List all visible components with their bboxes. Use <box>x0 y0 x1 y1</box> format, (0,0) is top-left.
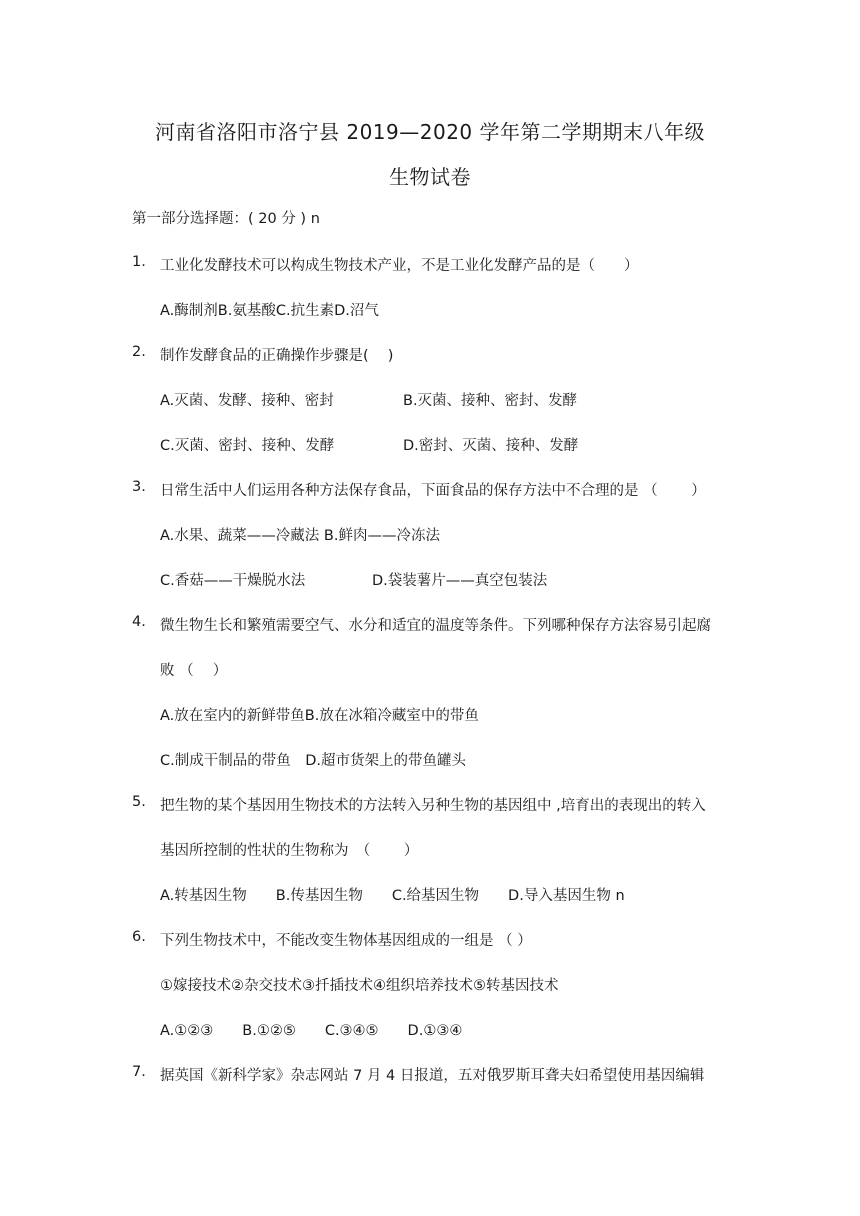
option-c: C.灭菌、密封、接种、发酵 <box>160 438 335 454</box>
question-stem-continued: 基因所控制的性状的生物称为 （ ） <box>160 843 419 859</box>
question-stem: 据英国《新科学家》杂志网站 7 月 4 日报道，五对俄罗斯耳聋夫妇希望使用基因编辑 <box>160 1068 705 1084</box>
option-b: B.灭菌、接种、密封、发酵 <box>403 393 578 409</box>
question-stem: 制作发酵食品的正确操作步骤是( ) <box>160 348 394 364</box>
option-d: D.袋装薯片——真空包装法 <box>372 573 548 589</box>
option-ab: A.放在室内的新鲜带鱼B.放在冰箱冷藏室中的带鱼 <box>160 708 479 724</box>
question-stem: 下列生物技术中，不能改变生物体基因组成的一组是 （ ） <box>160 933 532 949</box>
question-stem: 把生物的某个基因用生物技术的方法转入另种生物的基因组中 ,培育出的表现出的转入 <box>160 798 706 814</box>
question-number: 5. <box>132 794 146 810</box>
question-items: ①嫁接技术②杂交技术③扦插技术④组织培养技术⑤转基因技术 <box>160 978 559 994</box>
question-stem-continued: 败 （ ） <box>160 663 228 679</box>
option-cd: C.制成干制品的带鱼 D.超市货架上的带鱼罐头 <box>160 753 467 769</box>
exam-title-line2: 生物试卷 <box>389 165 471 189</box>
exam-title-line1: 河南省洛阳市洛宁县 2019—2020 学年第二学期期末八年级 <box>154 120 705 144</box>
question-number: 2. <box>132 344 146 360</box>
question-number: 6. <box>132 929 146 945</box>
question-number: 7. <box>132 1064 146 1080</box>
section-heading: 第一部分选择题：( 20 分 ) n <box>132 211 320 227</box>
option-a: A.灭菌、发酵、接种、密封 <box>160 393 334 409</box>
question-stem: 微生物生长和繁殖需要空气、水分和适宜的温度等条件。下列哪种保存方法容易引起腐 <box>160 618 711 634</box>
question-options: A.转基因生物 B.传基因生物 C.给基因生物 D.导入基因生物 n <box>160 888 625 904</box>
question-stem: 日常生活中人们运用各种方法保存食品，下面食品的保存方法中不合理的是 （ ） <box>160 483 706 499</box>
question-number: 4. <box>132 614 146 630</box>
option-c: C.香菇——干燥脱水法 <box>160 573 306 589</box>
question-options: A.①②③ B.①②⑤ C.③④⑤ D.①③④ <box>160 1023 463 1039</box>
option-d: D.密封、灭菌、接种、发酵 <box>403 438 579 454</box>
question-stem: 工业化发酵技术可以构成生物技术产业，不是工业化发酵产品的是（ ） <box>160 258 639 274</box>
question-number: 1. <box>132 254 146 270</box>
option-ab: A.水果、蔬菜——冷藏法 B.鲜肉——冷冻法 <box>160 528 440 544</box>
question-options: A.酶制剂B.氨基酸C.抗生素D.沼气 <box>160 303 379 319</box>
question-number: 3. <box>132 479 146 495</box>
